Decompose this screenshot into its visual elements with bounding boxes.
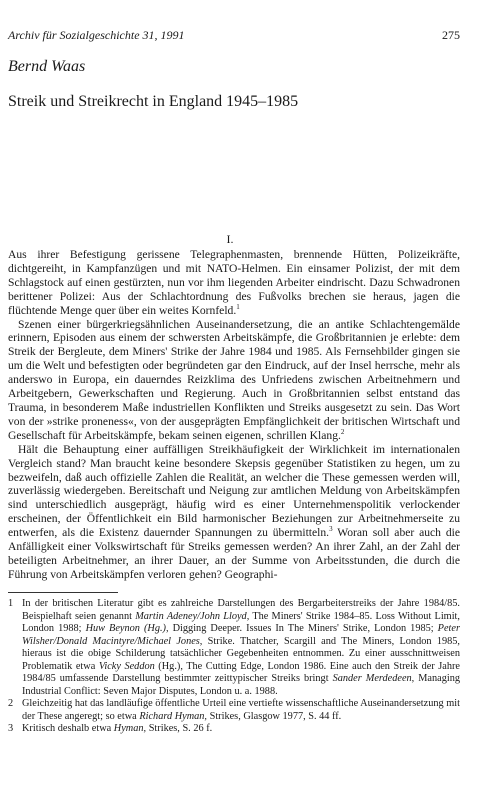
footnote-span: Managing Industrial Conflict: Seven Major Disputes, London u. a. 1988. bbox=[22, 673, 461, 697]
footnote-2 bbox=[8, 698, 460, 723]
footnote-number: 2 bbox=[8, 698, 14, 710]
cited-author: Sander Merdedeen, bbox=[332, 673, 415, 685]
paragraph-text: Aus ihrer Befestigung gerissene Telegraphenmasten, brennende Hütten, Polizeikräfte, dichtgereiht, in Kampfanzügen und mit NATO-Helmen. Ein einsamer Polizist, der mit dem Schlagstock auf einen gestürzten, nun vor ihm liegenden Arbeiter eindrischt. Dazu Schwadronen berittener Polizei: Aus der Schlachtordnung des Fußvolks brechen sie heraus, jagen die flüchtende Menge quer über ein weites Kornfeld. bbox=[8, 248, 460, 317]
paragraph-text: Hält die Behauptung einer auffälligen Streikhäufigkeit der Wirklichkeit im internationalen Vergleich stand? Man braucht keine besondere Skepsis gegenüber Statistiken zu hegen, um zu bezweifeln, daß auch offizielle Zahlen die Realität, an welcher die These gemessen werden will, zuverlässig wiedergeben. Bereitschaft und Neigung zur amtlichen Meldung von Arbeitskämpfen sind unterschiedlich ausgeprägt, häufig wird es einer Unternehmenspolitik verlockender erscheinen, der Öffentlichkeit ein Bild harmonischer Beziehungen zur Arbeitnehmerseite zu entwerfen, als die Existenz dauernder Spannungen zu übermitteln. bbox=[8, 442, 460, 540]
article-title: Streik und Streikrecht in England 1945–1985 bbox=[8, 93, 299, 110]
cited-author: Hyman, bbox=[113, 723, 147, 735]
paragraph-text: Szenen einer bürgerkriegsähnlichen Auseinandersetzung, die an antike Schlachtengemälde erinnern, Episoden aus einem der schwersten Arbeitskämpfe, die Großbritannien je erlebte: dem Streik der Bergleute, dem Miners' Strike der Jahre 1984 und 1985. Als Fernsehbilder gingen sie um die Welt und befestigten oder begründeten gar den Eindruck, auf der Insel herrsche, mehr als anderswo in Europa, ein dauerndes Reizklima des Unfriedens zwischen Arbeitnehmern und Arbeitgebern, Gewerkschaften und Regierung. Auch in Großbritannien selbst entstand das Trauma, in besonderem Maße industriellen Konflikten und Streiks ausgesetzt zu sein. Das Wort von der »strike proneness«, von der ausgeprägten Empfänglichkeit der britischen Wirtschaft und Gesellschaft für Arbeitskämpfe, bekam seinen eigenen, schrillen Klang. bbox=[8, 317, 460, 442]
cited-author: Huw Beynon (Hg.), bbox=[85, 623, 169, 635]
paragraph-3 bbox=[8, 443, 460, 582]
cited-author: Martin Adeney/John Lloyd, bbox=[135, 610, 250, 622]
article-body bbox=[8, 248, 460, 582]
cited-author: Richard Hyman, bbox=[139, 710, 208, 722]
footnote-text bbox=[22, 698, 460, 723]
footnote-text bbox=[22, 598, 460, 698]
cited-author: Vicky Seddon bbox=[98, 660, 155, 672]
paragraph-2 bbox=[8, 318, 460, 443]
footnote-ref-3[interactable]: 3 bbox=[329, 525, 333, 534]
footnote-span: In der britischen Literatur gibt es zahlreiche Darstellungen des Bergarbeiterstreiks der Jahre 1984/85. Beispielhaft seien genannt bbox=[22, 598, 460, 622]
footnote-span: Gleichzeitig hat das landläufige öffentliche Urteil eine vertiefte wissenschaftliche Auseinandersetzung mit der These angeregt; so etwa bbox=[22, 698, 460, 722]
footnote-3 bbox=[8, 723, 460, 736]
section-heading: I. bbox=[226, 232, 234, 246]
paragraph-text: Woran soll aber auch die Anfälligkeit einer Volkswirtschaft für Streiks gemessen werden? An ihrer Zahl, an der Zahl der beteiligten Arbeitnehmer, an ihrer Dauer, an der Summe von Arbeitsstunden, die durch die Führung von Arbeitskämpfen verloren gehen? Geographi- bbox=[8, 526, 460, 581]
footnote-number: 3 bbox=[8, 723, 14, 735]
footnote-number: 1 bbox=[8, 598, 14, 609]
footnote-span: Strikes, Glasgow 1977, S. 44 ff. bbox=[207, 710, 342, 722]
footnote-span: Strike. Thatcher, Scargill and The Miners, London 1985, hieraus ist die obige Schilderung tatsächlicher Gegebenheiten entnommen. Zu einer ausschnittweisen Problematik etwa bbox=[22, 635, 460, 672]
footnote-span: (Hg.), The Cutting Edge, London 1986. Eine auch den Streik der Jahre 1984/85 umfassende Darstellung bestimmter zeittypischer Streiks bringt bbox=[22, 660, 461, 685]
footnotes bbox=[8, 598, 460, 736]
footnote-ref-1[interactable]: 1 bbox=[236, 302, 240, 311]
footnote-ref-2[interactable]: 2 bbox=[340, 427, 345, 436]
footnote-1 bbox=[8, 598, 460, 698]
footnote-span: Kritisch deshalb etwa bbox=[22, 723, 114, 735]
footnote-span: Strikes, S. 26 f. bbox=[146, 723, 213, 735]
page-number: 275 bbox=[442, 28, 460, 42]
footnote-separator bbox=[8, 592, 118, 593]
footnote-span: Digging Deeper. Issues In The Miners' Strike, London 1985; bbox=[168, 623, 438, 635]
footnote-span: The Miners' Strike 1984–85. Loss Without Limit, London 1988; bbox=[22, 610, 460, 635]
running-head: Archiv für Sozialgeschichte 31, 1991 bbox=[8, 28, 185, 42]
article-author: Bernd Waas bbox=[8, 58, 86, 75]
cited-author: Peter Wilsher/Donald Macintyre/Michael Jones, bbox=[22, 623, 460, 647]
paragraph-1 bbox=[8, 248, 460, 318]
footnote-text bbox=[22, 723, 460, 736]
